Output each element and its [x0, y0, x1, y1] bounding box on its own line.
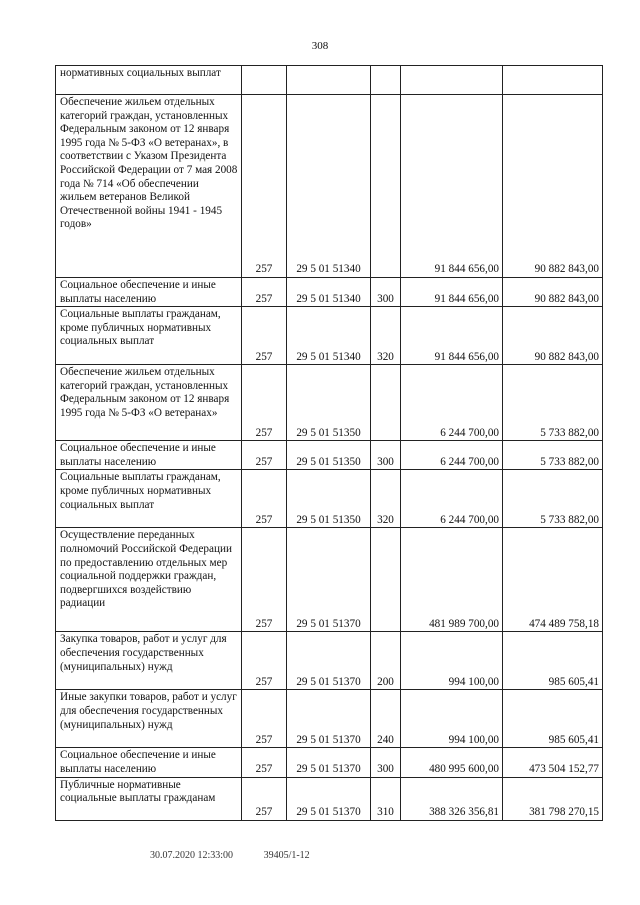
amount-executed: 381 798 270,15 — [503, 777, 603, 820]
expense-type-code: 300 — [371, 748, 401, 777]
expense-type-code: 240 — [371, 690, 401, 748]
expense-type-code: 300 — [371, 441, 401, 470]
ministry-code: 257 — [242, 528, 287, 632]
ministry-code: 257 — [242, 690, 287, 748]
target-article-code: 29 5 01 51370 — [287, 690, 371, 748]
ministry-code: 257 — [242, 95, 287, 278]
target-article-code: 29 5 01 51370 — [287, 777, 371, 820]
target-article-code: 29 5 01 51340 — [287, 278, 371, 307]
item-name: Социальное обеспечение и иные выплаты населению — [56, 278, 242, 307]
amount-executed: 473 504 152,77 — [503, 748, 603, 777]
item-name: Обеспечение жильем отдельных категорий граждан, установленных Федеральным законом от 12 января 1995 года № 5-ФЗ «О ветеранах» — [56, 365, 242, 441]
target-article-code: 29 5 01 51370 — [287, 632, 371, 690]
target-article-code — [287, 66, 371, 95]
amount-executed: 5 733 882,00 — [503, 365, 603, 441]
item-name: Социальное обеспечение и иные выплаты населению — [56, 441, 242, 470]
document-footer — [150, 850, 338, 861]
item-name: Социальное обеспечение и иные выплаты населению — [56, 748, 242, 777]
table-row — [56, 66, 603, 95]
amount-planned: 6 244 700,00 — [401, 470, 503, 528]
budget-table-body — [56, 66, 603, 821]
ministry-code: 257 — [242, 307, 287, 365]
table-row — [56, 365, 603, 441]
item-name: Осуществление переданных полномочий Российской Федерации по предоставлению отдельных мер социальной поддержки граждан, подвергшихся воздействию радиации — [56, 528, 242, 632]
expense-type-code: 300 — [371, 278, 401, 307]
item-name: Публичные нормативные социальные выплаты гражданам — [56, 777, 242, 820]
page-number: 308 — [311, 40, 329, 52]
amount-executed — [503, 66, 603, 95]
amount-planned: 6 244 700,00 — [401, 365, 503, 441]
item-name: нормативных социальных выплат — [56, 66, 242, 95]
amount-planned: 6 244 700,00 — [401, 441, 503, 470]
amount-executed: 90 882 843,00 — [503, 95, 603, 278]
expense-type-code — [371, 66, 401, 95]
table-row — [56, 632, 603, 690]
budget-table — [55, 65, 603, 821]
table-row — [56, 470, 603, 528]
ministry-code — [242, 66, 287, 95]
table-row — [56, 690, 603, 748]
table-row — [56, 278, 603, 307]
item-name: Социальные выплаты гражданам, кроме публичных нормативных социальных выплат — [56, 470, 242, 528]
amount-planned: 91 844 656,00 — [401, 278, 503, 307]
amount-executed: 5 733 882,00 — [503, 470, 603, 528]
ministry-code: 257 — [242, 632, 287, 690]
amount-planned: 994 100,00 — [401, 632, 503, 690]
target-article-code: 29 5 01 51340 — [287, 307, 371, 365]
item-name: Иные закупки товаров, работ и услуг для обеспечения государственных (муниципальных) нужд — [56, 690, 242, 748]
ministry-code: 257 — [242, 470, 287, 528]
table-row — [56, 748, 603, 777]
amount-planned: 480 995 600,00 — [401, 748, 503, 777]
ministry-code: 257 — [242, 441, 287, 470]
amount-planned: 481 989 700,00 — [401, 528, 503, 632]
expense-type-code — [371, 95, 401, 278]
amount-executed: 90 882 843,00 — [503, 307, 603, 365]
expense-type-code: 320 — [371, 307, 401, 365]
ministry-code: 257 — [242, 748, 287, 777]
table-row — [56, 95, 603, 278]
table-row — [56, 528, 603, 632]
amount-executed: 474 489 758,18 — [503, 528, 603, 632]
ministry-code: 257 — [242, 278, 287, 307]
expense-type-code — [371, 528, 401, 632]
table-row — [56, 307, 603, 365]
amount-executed: 5 733 882,00 — [503, 441, 603, 470]
item-name: Закупка товаров, работ и услуг для обеспечения государственных (муниципальных) нужд — [56, 632, 242, 690]
footer-timestamp: 30.07.2020 12:33:00 — [150, 850, 234, 861]
amount-planned: 91 844 656,00 — [401, 307, 503, 365]
target-article-code: 29 5 01 51350 — [287, 365, 371, 441]
table-row — [56, 441, 603, 470]
footer-document-id: 39405/1-12 — [263, 850, 310, 861]
target-article-code: 29 5 01 51350 — [287, 470, 371, 528]
amount-planned: 994 100,00 — [401, 690, 503, 748]
amount-planned: 91 844 656,00 — [401, 95, 503, 278]
item-name: Социальные выплаты гражданам, кроме публичных нормативных социальных выплат — [56, 307, 242, 365]
target-article-code: 29 5 01 51370 — [287, 748, 371, 777]
target-article-code: 29 5 01 51350 — [287, 441, 371, 470]
amount-planned — [401, 66, 503, 95]
amount-executed: 985 605,41 — [503, 632, 603, 690]
expense-type-code: 310 — [371, 777, 401, 820]
ministry-code: 257 — [242, 777, 287, 820]
target-article-code: 29 5 01 51340 — [287, 95, 371, 278]
expense-type-code: 200 — [371, 632, 401, 690]
expense-type-code: 320 — [371, 470, 401, 528]
amount-executed: 90 882 843,00 — [503, 278, 603, 307]
ministry-code: 257 — [242, 365, 287, 441]
amount-planned: 388 326 356,81 — [401, 777, 503, 820]
item-name: Обеспечение жильем отдельных категорий граждан, установленных Федеральным законом от 12 января 1995 года № 5-ФЗ «О ветеранах», в соответствии с Указом Президента Российской Федерации от 7 мая 2008 года № 714 «Об обеспечении жильем ветеранов Великой Отечественной войны 1941 - 1945 годов» — [56, 95, 242, 278]
target-article-code: 29 5 01 51370 — [287, 528, 371, 632]
amount-executed: 985 605,41 — [503, 690, 603, 748]
expense-type-code — [371, 365, 401, 441]
table-row — [56, 777, 603, 820]
